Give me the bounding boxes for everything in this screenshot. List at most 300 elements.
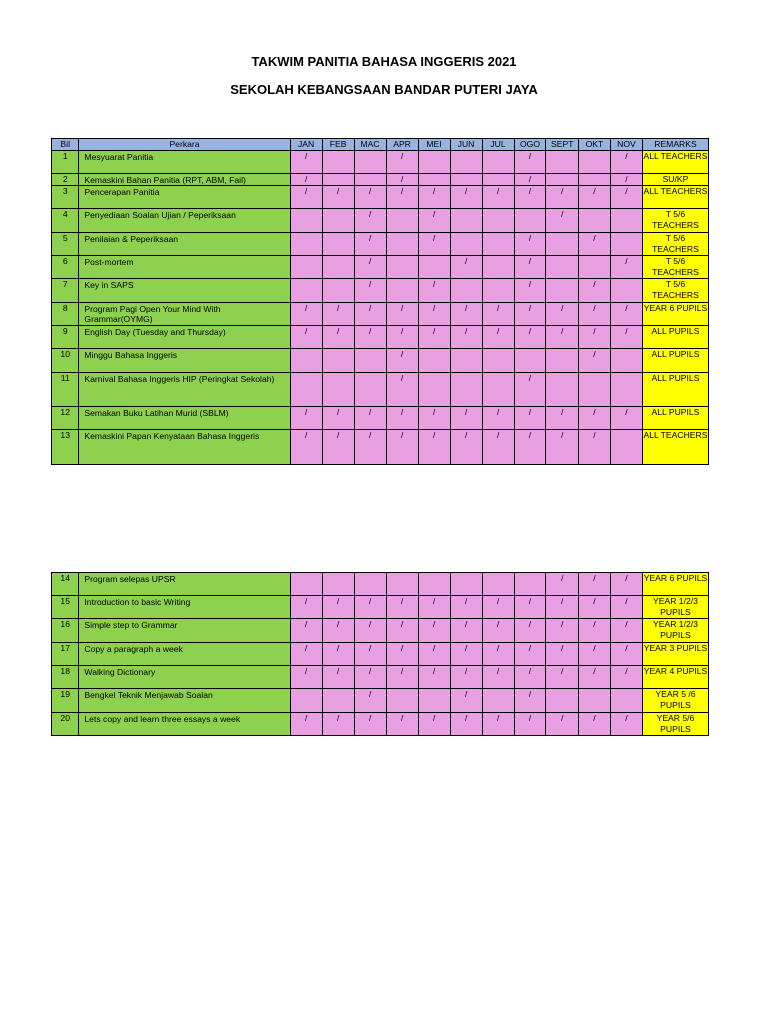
month-mark <box>418 349 450 373</box>
remarks-cell: T 5/6 TEACHERS <box>642 233 708 256</box>
activity-name: Walking Dictionary <box>79 666 290 689</box>
header-bil: Bil <box>52 139 79 151</box>
month-mark <box>546 174 578 186</box>
month-mark <box>354 373 386 407</box>
month-mark: / <box>450 430 482 465</box>
month-mark: / <box>322 619 354 643</box>
month-mark: / <box>546 643 578 666</box>
month-mark: / <box>578 666 610 689</box>
row-number: 1 <box>52 151 79 174</box>
remarks-cell: ALL TEACHERS <box>642 186 708 209</box>
remarks-cell: ALL TEACHERS <box>642 151 708 174</box>
table-row <box>52 279 709 303</box>
month-mark: / <box>354 407 386 430</box>
month-mark: / <box>386 186 418 209</box>
month-mark: / <box>354 619 386 643</box>
month-mark <box>546 349 578 373</box>
month-mark: / <box>450 596 482 619</box>
month-mark <box>482 373 514 407</box>
month-mark: / <box>450 619 482 643</box>
month-mark: / <box>386 643 418 666</box>
month-mark: / <box>386 151 418 174</box>
month-mark: / <box>546 713 578 736</box>
activity-name: Simple step to Grammar <box>79 619 290 643</box>
month-mark: / <box>546 303 578 326</box>
activity-name: Introduction to basic Writing <box>79 596 290 619</box>
month-mark <box>450 151 482 174</box>
month-mark: / <box>354 596 386 619</box>
month-mark: / <box>482 186 514 209</box>
month-mark <box>354 151 386 174</box>
month-mark: / <box>418 279 450 303</box>
row-number: 10 <box>52 349 79 373</box>
month-mark: / <box>290 326 322 349</box>
activity-name: Mesyuarat Panitia <box>79 151 290 174</box>
month-mark: / <box>418 430 450 465</box>
header-apr: APR <box>386 139 418 151</box>
row-number: 9 <box>52 326 79 349</box>
header-perkara: Perkara <box>79 139 290 151</box>
month-mark: / <box>610 596 642 619</box>
month-mark: / <box>546 666 578 689</box>
month-mark: / <box>354 643 386 666</box>
month-mark <box>290 373 322 407</box>
month-mark <box>450 373 482 407</box>
row-number: 20 <box>52 713 79 736</box>
table-row <box>52 209 709 233</box>
row-number: 7 <box>52 279 79 303</box>
month-mark: / <box>386 713 418 736</box>
month-mark: / <box>418 209 450 233</box>
month-mark <box>578 373 610 407</box>
month-mark <box>546 256 578 279</box>
header-ogo: OGO <box>514 139 546 151</box>
remarks-cell: YEAR 5/6 PUPILS <box>642 713 708 736</box>
month-mark: / <box>354 326 386 349</box>
month-mark: / <box>322 643 354 666</box>
month-mark: / <box>578 233 610 256</box>
activity-name: Penilaian & Peperiksaan <box>79 233 290 256</box>
remarks-cell: YEAR 4 PUPILS <box>642 666 708 689</box>
month-mark: / <box>482 619 514 643</box>
month-mark <box>482 233 514 256</box>
month-mark <box>546 689 578 713</box>
header-nov: NOV <box>610 139 642 151</box>
month-mark: / <box>482 643 514 666</box>
month-mark <box>578 174 610 186</box>
month-mark: / <box>578 619 610 643</box>
month-mark: / <box>514 151 546 174</box>
month-mark: / <box>386 596 418 619</box>
month-mark <box>290 233 322 256</box>
month-mark: / <box>578 430 610 465</box>
header-feb: FEB <box>322 139 354 151</box>
month-mark <box>322 349 354 373</box>
table-row <box>52 430 709 465</box>
month-mark <box>386 209 418 233</box>
month-mark <box>418 373 450 407</box>
month-mark: / <box>322 303 354 326</box>
month-mark <box>482 279 514 303</box>
activity-name: Penyediaan Soalan Ujian / Peperiksaan <box>79 209 290 233</box>
month-mark: / <box>290 430 322 465</box>
table-row <box>52 407 709 430</box>
month-mark: / <box>290 666 322 689</box>
month-mark: / <box>578 326 610 349</box>
month-mark <box>546 233 578 256</box>
month-mark <box>418 151 450 174</box>
month-mark <box>610 233 642 256</box>
month-mark: / <box>610 186 642 209</box>
month-mark: / <box>450 326 482 349</box>
month-mark: / <box>418 666 450 689</box>
month-mark: / <box>322 666 354 689</box>
month-mark: / <box>290 151 322 174</box>
month-mark: / <box>450 666 482 689</box>
month-mark: / <box>322 713 354 736</box>
month-mark: / <box>290 713 322 736</box>
remarks-cell: ALL PUPILS <box>642 373 708 407</box>
activity-name: Minggu Bahasa Inggeris <box>79 349 290 373</box>
month-mark: / <box>610 573 642 596</box>
month-mark <box>450 233 482 256</box>
month-mark: / <box>514 186 546 209</box>
month-mark: / <box>514 373 546 407</box>
month-mark: / <box>546 430 578 465</box>
activity-name: Kemaskini Papan Kenyataan Bahasa Inggeris <box>79 430 290 465</box>
table-row <box>52 596 709 619</box>
month-mark: / <box>482 713 514 736</box>
remarks-cell: YEAR 6 PUPILS <box>642 573 708 596</box>
activity-name: English Day (Tuesday and Thursday) <box>79 326 290 349</box>
activity-name: Lets copy and learn three essays a week <box>79 713 290 736</box>
month-mark: / <box>386 430 418 465</box>
month-mark <box>450 349 482 373</box>
row-number: 19 <box>52 689 79 713</box>
calendar-table-2 <box>51 572 709 736</box>
month-mark: / <box>290 174 322 186</box>
month-mark <box>322 233 354 256</box>
month-mark <box>418 256 450 279</box>
activity-name: Kemaskini Bahan Panitia (RPT, ABM, Fail) <box>79 174 290 186</box>
month-mark <box>290 689 322 713</box>
month-mark <box>290 573 322 596</box>
month-mark: / <box>514 326 546 349</box>
activity-name: Semakan Buku Latihan Murid (SBLM) <box>79 407 290 430</box>
month-mark <box>610 373 642 407</box>
header-mei: MEI <box>418 139 450 151</box>
month-mark: / <box>418 233 450 256</box>
remarks-cell: YEAR 3 PUPILS <box>642 643 708 666</box>
header-okt: OKT <box>578 139 610 151</box>
month-mark: / <box>418 186 450 209</box>
month-mark: / <box>450 643 482 666</box>
month-mark: / <box>610 326 642 349</box>
month-mark <box>290 279 322 303</box>
header-sept: SEPT <box>546 139 578 151</box>
month-mark <box>322 279 354 303</box>
header-jul: JUL <box>482 139 514 151</box>
month-mark <box>354 349 386 373</box>
activity-name: Karnival Bahasa Inggeris HIP (Peringkat Sekolah) <box>79 373 290 407</box>
table-row <box>52 303 709 326</box>
month-mark <box>386 689 418 713</box>
row-number: 4 <box>52 209 79 233</box>
table-row <box>52 689 709 713</box>
month-mark: / <box>578 186 610 209</box>
month-mark <box>322 209 354 233</box>
month-mark: / <box>450 256 482 279</box>
month-mark: / <box>354 303 386 326</box>
month-mark: / <box>514 430 546 465</box>
table-row <box>52 573 709 596</box>
activity-name: Pencerapan Panitia <box>79 186 290 209</box>
row-number: 3 <box>52 186 79 209</box>
month-mark <box>322 689 354 713</box>
month-mark: / <box>546 573 578 596</box>
month-mark: / <box>418 326 450 349</box>
month-mark: / <box>386 407 418 430</box>
month-mark: / <box>386 174 418 186</box>
table-row <box>52 713 709 736</box>
table-row <box>52 186 709 209</box>
activity-name: Bengkel Teknik Menjawab Soalan <box>79 689 290 713</box>
month-mark: / <box>578 713 610 736</box>
month-mark: / <box>386 666 418 689</box>
header-jun: JUN <box>450 139 482 151</box>
month-mark: / <box>514 619 546 643</box>
remarks-cell: ALL PUPILS <box>642 349 708 373</box>
month-mark <box>322 151 354 174</box>
row-number: 13 <box>52 430 79 465</box>
month-mark <box>450 209 482 233</box>
page-title: TAKWIM PANITIA BAHASA INGGERIS 2021 <box>251 54 517 69</box>
month-mark <box>482 689 514 713</box>
activity-name: Copy a paragraph a week <box>79 643 290 666</box>
remarks-cell: SU/KP <box>642 174 708 186</box>
month-mark <box>546 373 578 407</box>
month-mark: / <box>354 666 386 689</box>
month-mark: / <box>386 349 418 373</box>
month-mark: / <box>386 373 418 407</box>
remarks-cell: ALL PUPILS <box>642 407 708 430</box>
row-number: 11 <box>52 373 79 407</box>
month-mark: / <box>578 303 610 326</box>
month-mark: / <box>578 349 610 373</box>
month-mark <box>610 349 642 373</box>
month-mark <box>450 279 482 303</box>
month-mark: / <box>578 643 610 666</box>
month-mark: / <box>290 186 322 209</box>
month-mark <box>546 279 578 303</box>
month-mark: / <box>514 666 546 689</box>
month-mark <box>386 573 418 596</box>
month-mark: / <box>482 430 514 465</box>
month-mark: / <box>290 596 322 619</box>
month-mark <box>354 573 386 596</box>
month-mark: / <box>354 209 386 233</box>
month-mark: / <box>482 596 514 619</box>
month-mark: / <box>514 303 546 326</box>
remarks-cell: YEAR 5 /6 PUPILS <box>642 689 708 713</box>
remarks-cell: T 5/6 TEACHERS <box>642 279 708 303</box>
month-mark <box>386 256 418 279</box>
row-number: 15 <box>52 596 79 619</box>
header-remarks: REMARKS <box>642 139 708 151</box>
page-subtitle: SEKOLAH KEBANGSAAN BANDAR PUTERI JAYA <box>230 82 538 97</box>
month-mark: / <box>610 666 642 689</box>
month-mark <box>482 209 514 233</box>
month-mark <box>482 174 514 186</box>
header-jan: JAN <box>290 139 322 151</box>
month-mark: / <box>610 619 642 643</box>
month-mark <box>322 256 354 279</box>
month-mark: / <box>578 407 610 430</box>
month-mark <box>610 689 642 713</box>
table-row <box>52 233 709 256</box>
remarks-cell: YEAR 1/2/3 PUPILS <box>642 596 708 619</box>
month-mark: / <box>450 713 482 736</box>
month-mark: / <box>610 303 642 326</box>
month-mark <box>514 209 546 233</box>
remarks-cell: T 5/6 TEACHERS <box>642 256 708 279</box>
month-mark <box>482 349 514 373</box>
month-mark <box>482 256 514 279</box>
month-mark <box>418 689 450 713</box>
month-mark: / <box>514 407 546 430</box>
month-mark: / <box>418 303 450 326</box>
month-mark: / <box>546 407 578 430</box>
header-mac: MAC <box>354 139 386 151</box>
table-header-row <box>52 139 709 151</box>
month-mark: / <box>290 619 322 643</box>
month-mark: / <box>610 256 642 279</box>
month-mark <box>514 349 546 373</box>
month-mark: / <box>578 596 610 619</box>
activity-name: Key in SAPS <box>79 279 290 303</box>
month-mark: / <box>450 303 482 326</box>
activity-name: Post-mortem <box>79 256 290 279</box>
month-mark: / <box>418 596 450 619</box>
table-row <box>52 643 709 666</box>
table-row <box>52 349 709 373</box>
month-mark <box>482 151 514 174</box>
month-mark: / <box>610 151 642 174</box>
month-mark <box>578 689 610 713</box>
month-mark: / <box>514 713 546 736</box>
month-mark: / <box>322 407 354 430</box>
month-mark: / <box>290 303 322 326</box>
row-number: 12 <box>52 407 79 430</box>
month-mark: / <box>514 256 546 279</box>
month-mark <box>418 573 450 596</box>
table-row <box>52 174 709 186</box>
month-mark <box>386 279 418 303</box>
month-mark: / <box>514 643 546 666</box>
month-mark: / <box>514 233 546 256</box>
remarks-cell: YEAR 6 PUPILS <box>642 303 708 326</box>
month-mark: / <box>546 326 578 349</box>
month-mark <box>322 373 354 407</box>
month-mark: / <box>514 596 546 619</box>
month-mark: / <box>418 619 450 643</box>
row-number: 5 <box>52 233 79 256</box>
month-mark: / <box>354 186 386 209</box>
month-mark: / <box>354 430 386 465</box>
month-mark <box>450 174 482 186</box>
month-mark <box>610 430 642 465</box>
month-mark <box>482 573 514 596</box>
month-mark: / <box>450 186 482 209</box>
row-number: 17 <box>52 643 79 666</box>
month-mark: / <box>354 713 386 736</box>
month-mark: / <box>418 407 450 430</box>
table-row <box>52 326 709 349</box>
row-number: 18 <box>52 666 79 689</box>
activity-name: Program selepas UPSR <box>79 573 290 596</box>
month-mark: / <box>290 643 322 666</box>
month-mark: / <box>322 596 354 619</box>
table-row <box>52 619 709 643</box>
month-mark <box>290 349 322 373</box>
table-row <box>52 151 709 174</box>
month-mark <box>322 573 354 596</box>
table-row <box>52 256 709 279</box>
month-mark: / <box>546 596 578 619</box>
remarks-cell: YEAR 1/2/3 PUPILS <box>642 619 708 643</box>
month-mark <box>290 209 322 233</box>
month-mark: / <box>482 666 514 689</box>
month-mark: / <box>322 326 354 349</box>
activity-name: Program Pagi Open Your Mind With Grammar(OYMG) <box>79 303 290 326</box>
row-number: 16 <box>52 619 79 643</box>
table-row <box>52 373 709 407</box>
month-mark: / <box>354 279 386 303</box>
month-mark: / <box>322 186 354 209</box>
remarks-cell: ALL PUPILS <box>642 326 708 349</box>
month-mark: / <box>354 256 386 279</box>
month-mark <box>578 256 610 279</box>
row-number: 8 <box>52 303 79 326</box>
calendar-table-1 <box>51 138 709 465</box>
month-mark <box>514 573 546 596</box>
month-mark: / <box>578 279 610 303</box>
month-mark: / <box>418 713 450 736</box>
month-mark: / <box>546 619 578 643</box>
month-mark: / <box>578 573 610 596</box>
month-mark <box>610 279 642 303</box>
table-row <box>52 666 709 689</box>
month-mark: / <box>418 643 450 666</box>
month-mark <box>578 151 610 174</box>
month-mark: / <box>610 713 642 736</box>
month-mark <box>354 174 386 186</box>
month-mark: / <box>354 233 386 256</box>
month-mark: / <box>514 174 546 186</box>
month-mark: / <box>610 174 642 186</box>
month-mark <box>322 174 354 186</box>
month-mark <box>546 151 578 174</box>
month-mark: / <box>610 407 642 430</box>
month-mark: / <box>386 303 418 326</box>
remarks-cell: ALL TEACHERS <box>642 430 708 465</box>
month-mark: / <box>610 643 642 666</box>
month-mark: / <box>514 689 546 713</box>
month-mark: / <box>482 407 514 430</box>
month-mark: / <box>386 619 418 643</box>
month-mark: / <box>482 326 514 349</box>
month-mark <box>418 174 450 186</box>
